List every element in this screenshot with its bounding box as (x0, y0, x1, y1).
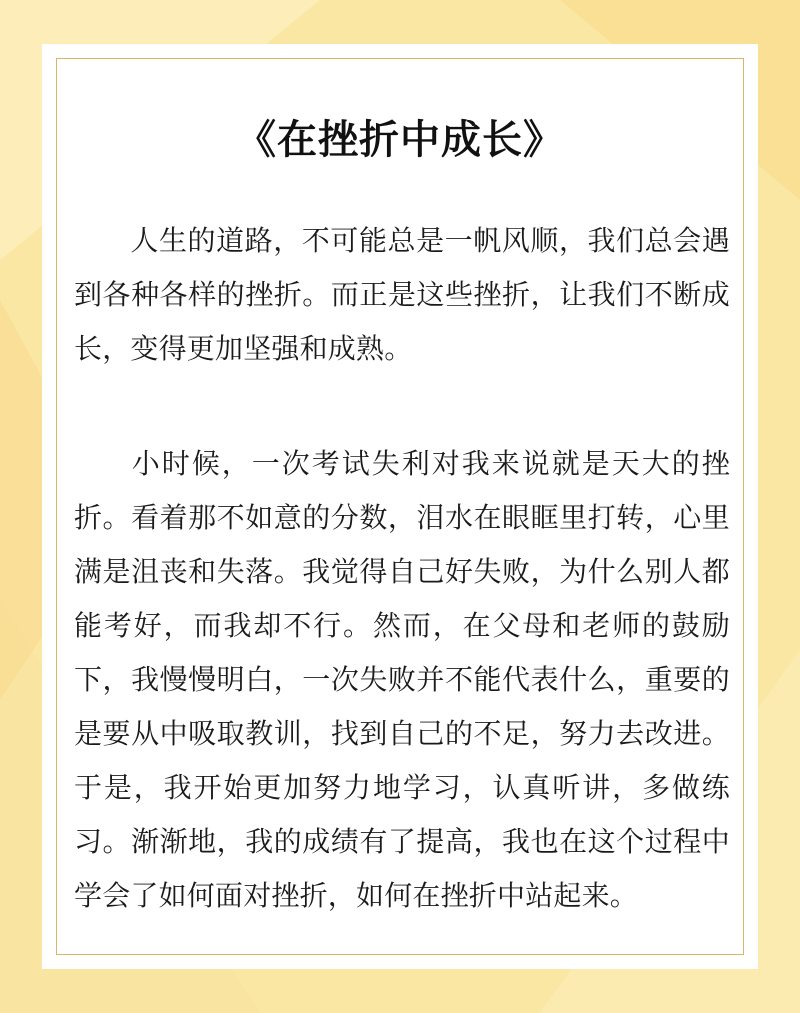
paragraph-2 (74, 437, 730, 923)
paragraph-1 (74, 214, 730, 376)
paragraph-1-text: 人生的道路，不可能总是一帆风顺，我们总会遇到各种各样的挫折。而正是这些挫折，让我们不断成长，变得更加坚强和成熟。 (74, 224, 730, 365)
article-title: 《在挫折中成长》 (236, 117, 564, 163)
document-card (42, 44, 758, 969)
paragraph-2-text: 小时候，一次考试失利对我来说就是天大的挫折。看着那不如意的分数，泪水在眼眶里打转，心里满是沮丧和失落。我觉得自己好失败，为什么别人都能考好，而我却不行。然而，在父母和老师的鼓励下，我慢慢明白，一次失败并不能代表什么，重要的是要从中吸取教训，找到自己的不足，努力去改进。于是，我开始更加努力地学习，认真听讲，多做练习。渐渐地，我的成绩有了提高，我也在这个过程中学会了如何面对挫折，如何在挫折中站起来。 (74, 447, 730, 912)
